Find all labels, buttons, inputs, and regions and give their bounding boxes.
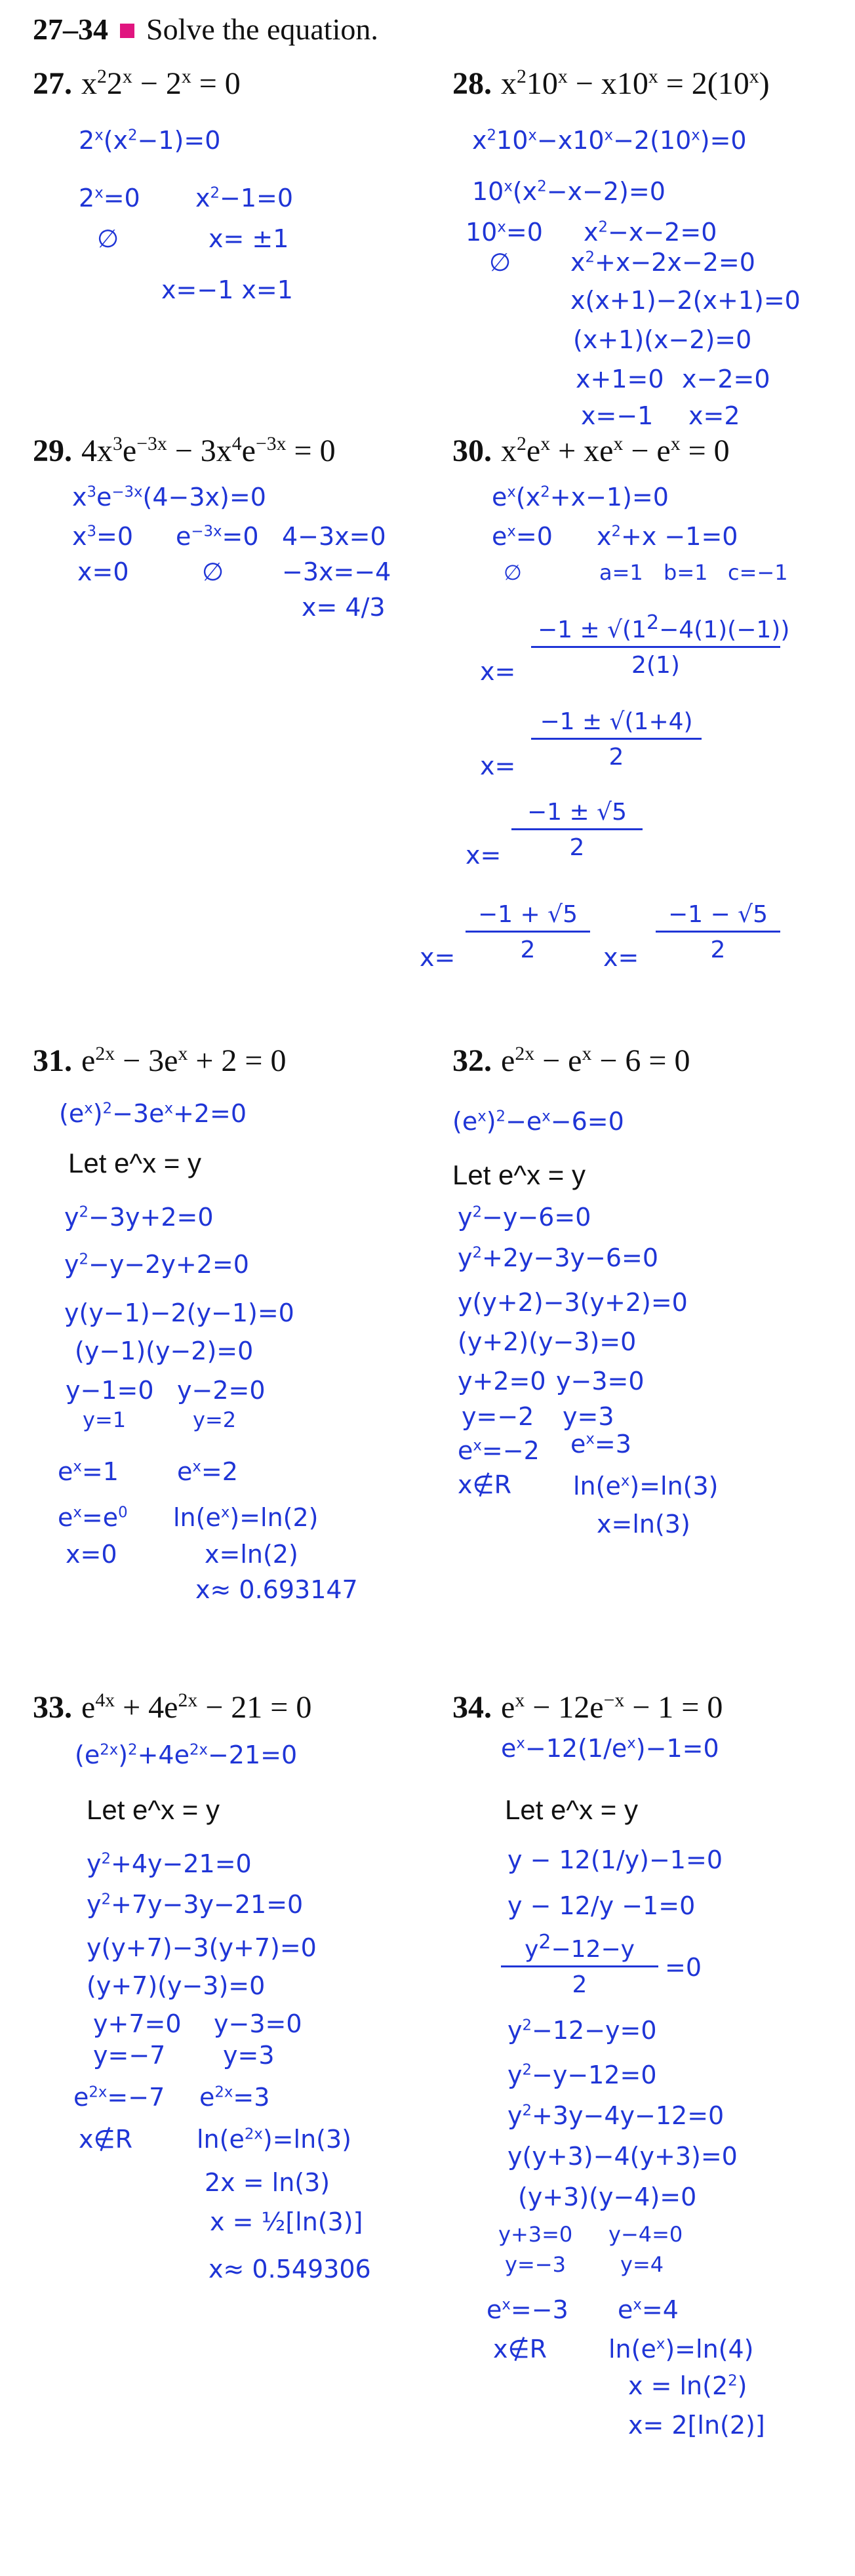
work-line: y−3=0: [556, 1367, 645, 1396]
problem-number: 34.: [452, 1690, 492, 1725]
fraction-numerator: $y^2-12-y$: [501, 1931, 658, 1967]
work-line: $2^x=0$: [79, 184, 140, 212]
work-line: y+7=0: [93, 2009, 182, 2038]
fraction-denominator: 2: [569, 834, 585, 861]
fraction-numerator: −1 + √5: [466, 901, 590, 933]
work-fraction: [501, 1931, 658, 1998]
work-line: x=2: [688, 401, 740, 430]
fraction-denominator: 2: [520, 936, 536, 963]
quadratic-x-label: x=: [480, 752, 516, 780]
work-line: −3x=−4: [282, 557, 391, 586]
work-line: $e^x=-2$: [458, 1436, 540, 1465]
substitution-note: Let e^x = y: [452, 1159, 586, 1190]
work-line: y − 12(1/y)−1=0: [507, 1845, 723, 1874]
fraction-numerator: −1 ± √(1+4): [531, 708, 702, 740]
work-line: (y+3)(y−4)=0: [518, 2183, 697, 2211]
work-line: x = ½[ln(3)]: [210, 2207, 363, 2236]
work-line: $\ln(e^{2x})=\ln(3)$: [197, 2125, 351, 2154]
work-line: $10^x(x^2-x-2)=0$: [472, 177, 666, 206]
work-line: $y^2-3y+2=0$: [64, 1203, 214, 1232]
substitution-note: Let e^x = y: [87, 1794, 220, 1825]
problem-number: 31.: [33, 1043, 72, 1078]
quadratic-x-label: x=: [466, 841, 502, 870]
problem-33: [33, 1689, 439, 2284]
work-line: x(x+1)−2(x+1)=0: [570, 286, 801, 315]
fraction-denominator: 2: [572, 1971, 587, 1998]
problem-equation: $x^210^x - x10^x = 2(10^x)$: [501, 66, 770, 101]
work-line: ∅: [97, 224, 119, 253]
problem-equation: $4x^3e^{-3x} - 3x^4e^{-3x} = 0$: [81, 433, 336, 468]
work-line: y=2: [193, 1407, 237, 1432]
problem-equation: $x^22^x - 2^x = 0$: [81, 66, 241, 101]
work-line: x= ±1: [209, 224, 289, 253]
work-line: y+2=0: [458, 1367, 546, 1396]
work-line: x=0: [66, 1540, 117, 1569]
problem-number: 30.: [452, 433, 492, 468]
work-line: y−4=0: [608, 2222, 683, 2247]
quadratic-fraction: [466, 901, 590, 963]
work-line: $e^x=1$: [58, 1457, 119, 1486]
problem-equation: $e^{4x} + 4e^{2x} - 21 = 0$: [81, 1689, 312, 1725]
problem-32: [452, 1043, 855, 1539]
problem-equation: $x^2e^x + xe^x - e^x = 0$: [501, 433, 730, 468]
work-line: $e^x=-3$: [487, 2295, 568, 2324]
work-line: $x^2+x -1=0$: [597, 522, 738, 551]
quadratic-x-label: x=: [603, 943, 639, 972]
work-line: $y^2+3y-4y-12=0$: [507, 2101, 725, 2130]
problem-number: 28.: [452, 66, 492, 101]
work-line: x≈ 0.549306: [209, 2255, 371, 2284]
work-line: y − 12/y −1=0: [507, 1891, 696, 1920]
work-line: $y^2+7y-3y-21=0$: [87, 1890, 304, 1919]
fraction-numerator: −1 − √5: [656, 901, 780, 933]
work-line: $x^2-1=0$: [195, 184, 294, 212]
work-line: x=ln(3): [597, 1510, 690, 1539]
problem-27: [33, 66, 439, 304]
work-line: (x+1)(x−2)=0: [573, 325, 752, 354]
work-line: $y^2-12-y=0$: [507, 2016, 657, 2045]
problem-equation: $e^{2x} - 3e^x + 2 = 0$: [81, 1043, 287, 1078]
work-line: $e^{2x}=-7$: [73, 2083, 165, 2112]
work-line: c=−1: [728, 560, 788, 585]
bullet-square-icon: [120, 24, 134, 38]
fraction-denominator: 2(1): [631, 652, 680, 679]
work-line: $x^2-x-2=0$: [584, 218, 717, 247]
work-line: y−2=0: [177, 1376, 266, 1405]
work-line: $y^2-y-2y+2=0$: [64, 1250, 249, 1279]
problem-number: 29.: [33, 433, 72, 468]
work-line: $2^x(x^2-1)=0$: [79, 126, 221, 155]
work-line: y=3: [563, 1402, 614, 1431]
work-line: x=ln(2): [205, 1540, 298, 1569]
problem-number: 27.: [33, 66, 72, 101]
quadratic-fraction: [511, 799, 643, 861]
work-line: x=−1 x=1: [161, 275, 293, 304]
work-line: x∉R: [458, 1470, 511, 1499]
work-line: $x^3=0$: [72, 522, 134, 551]
work-line: $x^3e^{-3x}(4-3x)=0$: [72, 483, 266, 512]
work-line: $10^x=0$: [466, 218, 543, 247]
work-line: x≈ 0.693147: [195, 1575, 358, 1604]
problem-31: [33, 1043, 439, 1604]
section-header: [33, 12, 378, 47]
section-instruction: Solve the equation.: [146, 12, 378, 46]
work-line: $x^210^x-x10^x-2(10^x)=0$: [472, 126, 747, 155]
work-line: y+3=0: [498, 2222, 573, 2247]
work-line: y=−3: [505, 2252, 566, 2277]
work-line: x∉R: [79, 2125, 132, 2154]
problem-29: [33, 433, 439, 622]
work-line: $y^2+2y-3y-6=0$: [458, 1243, 659, 1272]
substitution-note: Let e^x = y: [68, 1148, 201, 1178]
work-line: $x = \ln(2^2)$: [628, 2371, 747, 2400]
problem-equation: $e^x - 12e^{-x} - 1 = 0$: [501, 1689, 723, 1725]
work-line: $x^2+x-2x-2=0$: [570, 248, 755, 277]
work-line: $(e^x)^2-e^x-6=0$: [452, 1107, 624, 1136]
work-line: y(y+7)−3(y+7)=0: [87, 1933, 317, 1962]
work-line: $e^{-3x}=0$: [176, 522, 259, 551]
work-line: a=1: [599, 560, 643, 585]
fraction-numerator: −1 ± √5: [511, 799, 643, 830]
work-line: $y^2-y-6=0$: [458, 1203, 591, 1232]
work-line: x= 2[ln(2)]: [628, 2411, 765, 2440]
work-line: x∉R: [493, 2335, 547, 2364]
work-line: $e^{2x}=3$: [199, 2083, 270, 2112]
problem-number: 32.: [452, 1043, 492, 1078]
work-line: ∅: [202, 557, 224, 586]
problem-equation: $e^{2x} - e^x - 6 = 0$: [501, 1043, 690, 1078]
problem-34: [452, 1689, 855, 2440]
work-line: y=4: [620, 2252, 664, 2277]
work-line: $e^x=3$: [570, 1430, 631, 1459]
work-line: x= 4/3: [302, 593, 386, 622]
quadratic-fraction: [656, 901, 780, 963]
work-line: $y^2+4y-21=0$: [87, 1849, 252, 1878]
quadratic-fraction: [531, 708, 702, 771]
work-line: y=−7: [93, 2041, 166, 2070]
work-line: $e^x=0$: [492, 522, 553, 551]
work-line: y=−2: [462, 1402, 534, 1431]
work-line: y(y−1)−2(y−1)=0: [64, 1298, 294, 1327]
work-line: x−2=0: [682, 365, 770, 393]
work-line: x=−1: [581, 401, 654, 430]
work-line: 4−3x=0: [282, 522, 386, 551]
work-line: y(y+3)−4(y+3)=0: [507, 2142, 738, 2171]
work-line: (y+7)(y−3)=0: [87, 1971, 266, 2000]
work-line: x=0: [77, 557, 129, 586]
work-line: (y−1)(y−2)=0: [75, 1337, 254, 1365]
work-line: ∅: [504, 560, 522, 585]
problem-28: [452, 66, 855, 430]
work-line: $e^x=2$: [177, 1457, 238, 1486]
work-line: $e^x-12(1/e^x)-1=0$: [501, 1734, 719, 1763]
section-range: 27–34: [33, 12, 108, 46]
work-line: ∅: [489, 248, 511, 277]
work-line: $\ln(e^x)=\ln(3)$: [573, 1472, 719, 1500]
work-line: y=1: [83, 1407, 127, 1432]
work-line: $(e^{2x})^2+4e^{2x}-21=0$: [75, 1741, 298, 1769]
work-line: b=1: [664, 560, 708, 585]
work-line: $\ln(e^x)=\ln(4)$: [608, 2335, 754, 2364]
work-line: x+1=0: [576, 365, 664, 393]
work-line: y(y+2)−3(y+2)=0: [458, 1288, 688, 1317]
work-line: y−3=0: [214, 2009, 302, 2038]
quadratic-fraction: [531, 611, 790, 679]
work-line: y−1=0: [66, 1376, 154, 1405]
work-line: =0: [665, 1953, 702, 1982]
work-line: (y+2)(y−3)=0: [458, 1327, 637, 1356]
work-line: y=3: [223, 2041, 275, 2070]
quadratic-x-label: x=: [480, 657, 516, 686]
work-line: $y^2-y-12=0$: [507, 2061, 657, 2089]
substitution-note: Let e^x = y: [505, 1794, 638, 1825]
work-line: $e^x(x^2+x-1)=0$: [492, 483, 669, 512]
problem-number: 33.: [33, 1690, 72, 1725]
work-line: $e^x=e^0$: [58, 1503, 128, 1532]
work-line: $\ln(e^x)=\ln(2)$: [173, 1503, 319, 1532]
work-line: $e^x=4$: [618, 2295, 679, 2324]
fraction-numerator: $-1 \pm √(1^2-4(1)(-1))$: [531, 611, 780, 648]
fraction-denominator: 2: [608, 744, 624, 771]
quadratic-x-label: x=: [420, 943, 456, 972]
fraction-denominator: 2: [710, 936, 726, 963]
work-line: $(e^x)^2-3e^x+2=0$: [59, 1099, 247, 1128]
work-line: 2x = ln(3): [205, 2168, 330, 2197]
